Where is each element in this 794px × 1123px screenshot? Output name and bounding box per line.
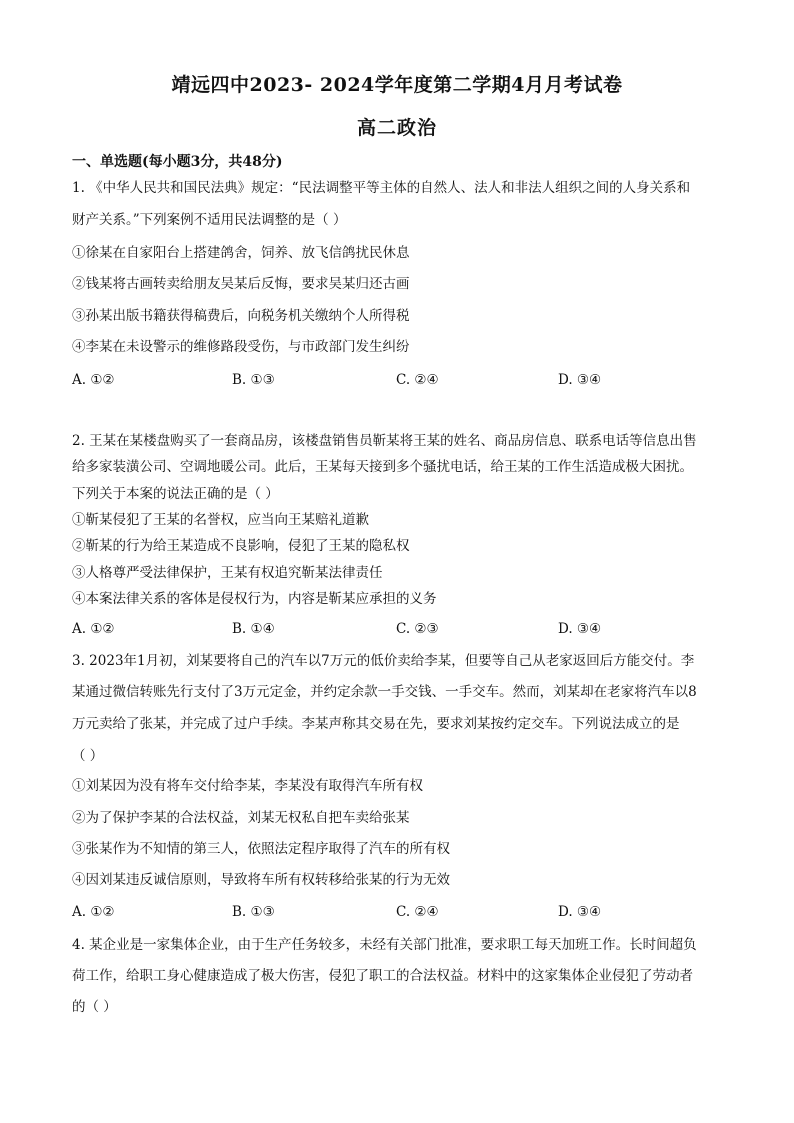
question-2-line: ④本案法律关系的客体是侵权行为，内容是靳某应承担的义务 <box>72 591 437 607</box>
question-1-option[interactable]: A. ①② <box>72 372 115 388</box>
question-4-line: 荷工作，给职工身心健康造成了极大伤害，侵犯了职工的合法权益。材料中的这家集体企业侵犯了劳动者 <box>72 968 693 984</box>
question-3-option[interactable]: A. ①② <box>72 904 115 920</box>
question-2-option[interactable]: B. ①④ <box>232 621 275 637</box>
question-3-line: （ ） <box>72 748 104 764</box>
question-1-line: ④李某在未设警示的维修路段受伤，与市政部门发生纠纷 <box>72 339 410 355</box>
question-1-option[interactable]: D. ③④ <box>558 372 602 388</box>
question-3-option[interactable]: C. ②④ <box>396 904 439 920</box>
section-heading: 一、单选题(每小题3分，共48分) <box>72 154 283 170</box>
question-1-option[interactable]: B. ①③ <box>232 372 275 388</box>
question-3-line: ②为了保护李某的合法权益，刘某无权私自把车卖给张某 <box>72 810 410 826</box>
question-2-line: 2. 王某在某楼盘购买了一套商品房，该楼盘销售员靳某将王某的姓名、商品房信息、联系电话等信息出售 <box>72 433 697 449</box>
question-3-option[interactable]: B. ①③ <box>232 904 275 920</box>
exam-subject: 高二政治 <box>356 117 437 139</box>
question-1-line: ①徐某在自家阳台上搭建鸽舍，饲养、放飞信鸽扰民休息 <box>72 245 410 261</box>
question-4-line: 4. 某企业是一家集体企业，由于生产任务较多，未经有关部门批准，要求职工每天加班工作。长时间超负 <box>72 937 697 953</box>
question-1-line: 财产关系。”下列案例不适用民法调整的是（ ） <box>72 212 347 228</box>
question-3-option[interactable]: D. ③④ <box>558 904 602 920</box>
question-2-line: ②靳某的行为给王某造成不良影响，侵犯了王某的隐私权 <box>72 538 410 554</box>
question-3-line: 某通过微信转账先行支付了3万元定金，并约定余款一手交钱、一手交车。然而，刘某却在老家将汽车以8 <box>72 684 697 700</box>
question-1-option[interactable]: C. ②④ <box>396 372 439 388</box>
question-1-line: ②钱某将古画转卖给朋友吴某后反悔，要求吴某归还古画 <box>72 276 410 292</box>
question-2-line: ①靳某侵犯了王某的名誉权，应当向王某赔礼道歉 <box>72 512 369 528</box>
question-3-line: 万元卖给了张某，并完成了过户手续。李某声称其交易在先，要求刘某按约定交车。下列说法成立的是 <box>72 716 680 732</box>
question-1-line: 1. 《中华人民共和国民法典》规定：“民法调整平等主体的自然人、法人和非法人组织之间的人身关系和 <box>72 180 691 196</box>
question-1-line: ③孙某出版书籍获得稿费后，向税务机关缴纳个人所得税 <box>72 308 410 324</box>
question-3-line: 3. 2023年1月初，刘某要将自己的汽车以7万元的低价卖给李某，但要等自己从老家返回后方能交付。李 <box>72 653 695 669</box>
question-2-option[interactable]: D. ③④ <box>558 621 602 637</box>
question-2-line: ③人格尊严受法律保护，王某有权追究靳某法律责任 <box>72 565 383 581</box>
question-2-line: 给多家装潢公司、空调地暖公司。此后，王某每天接到多个骚扰电话，给王某的工作生活造成极大困扰。 <box>72 459 693 475</box>
question-3-line: ④因刘某违反诚信原则，导致将车所有权转移给张某的行为无效 <box>72 872 450 888</box>
question-3-line: ③张某作为不知情的第三人，依照法定程序取得了汽车的所有权 <box>72 841 450 857</box>
exam-title: 靖远四中2023- 2024学年度第二学期4月月考试卷 <box>171 74 623 96</box>
question-4-line: 的（ ） <box>72 999 117 1015</box>
question-2-line: 下列关于本案的说法正确的是（ ） <box>72 486 279 502</box>
question-3-line: ①刘某因为没有将车交付给李某，李某没有取得汽车所有权 <box>72 778 423 794</box>
question-2-option[interactable]: C. ②③ <box>396 621 439 637</box>
question-2-option[interactable]: A. ①② <box>72 621 115 637</box>
